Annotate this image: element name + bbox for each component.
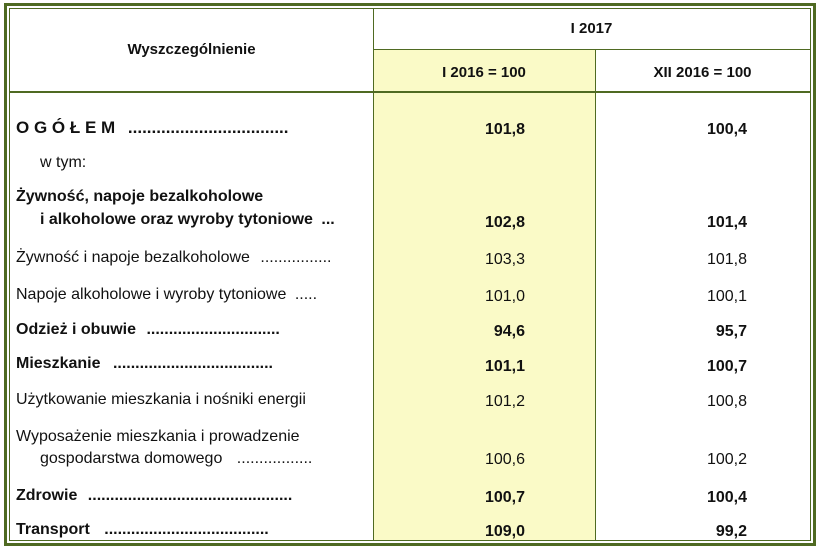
row-label (16, 249, 332, 267)
row-label-text: Wyposażenie mieszkania i prowadzenie (16, 428, 300, 445)
row-value-1: 100,7 (484, 489, 525, 506)
header-period: I 2017 (570, 20, 613, 37)
row-value-1: 100,6 (484, 451, 525, 468)
row-label (16, 487, 292, 505)
row-value-1: 109,0 (484, 523, 525, 540)
row-label (40, 450, 312, 468)
row-label-text: Transport (16, 521, 90, 538)
table-frame (4, 3, 816, 546)
row-leader-dots: .................................. (127, 118, 289, 137)
row-leader-dots: .................................... (112, 355, 273, 372)
row-label-text: Zdrowie (16, 487, 78, 504)
row-label (16, 355, 273, 373)
row-label-text: Użytkowanie mieszkania i nośniki energii (16, 391, 306, 408)
divider-period-row (373, 49, 810, 50)
row-leader-dots: ..... (294, 286, 318, 303)
row-label-text: Żywność, napoje bezalkoholowe (16, 188, 264, 205)
header-left-title: Wyszczególnienie (127, 41, 256, 58)
row-label (16, 521, 269, 539)
row-value-1: 101,1 (484, 358, 525, 375)
row-value-2: 100,4 (706, 121, 747, 138)
row-label-text: Żywność i napoje bezalkoholowe (16, 249, 250, 266)
row-value-1: 101,8 (484, 121, 525, 138)
row-leader-dots: ..................................... (104, 521, 269, 538)
table (9, 8, 811, 541)
row-label-text: gospodarstwa domowego (40, 450, 223, 467)
row-value-1: 102,8 (484, 214, 525, 231)
row-leader-dots: .............................. (146, 321, 280, 338)
row-label (40, 211, 335, 229)
row-value-2: 100,8 (706, 393, 747, 410)
row-leader-dots: ................ (260, 249, 332, 266)
row-leader-dots: .............................................. (87, 487, 293, 504)
divider-header (10, 91, 810, 93)
row-label (16, 286, 317, 304)
row-value-2: 101,4 (706, 214, 747, 231)
row-value-2: 100,4 (706, 489, 747, 506)
row-value-1: 101,2 (484, 393, 525, 410)
row-label-text: O G Ó Ł E M (16, 118, 116, 137)
row-label-text: Odzież i obuwie (16, 321, 137, 338)
row-value-1: 94,6 (493, 323, 525, 340)
row-leader-dots: ................. (236, 450, 313, 467)
row-label (16, 118, 289, 138)
row-label-text: Mieszkanie (16, 355, 101, 372)
row-label-text: i alkoholowe oraz wyroby tytoniowe (40, 211, 313, 228)
row-label (16, 321, 280, 339)
row-leader-dots: ... (321, 211, 335, 228)
row-label-text: Napoje alkoholowe i wyroby tytoniowe (16, 286, 287, 303)
row-value-2: 100,1 (706, 288, 747, 305)
row-value-2: 99,2 (715, 523, 747, 540)
row-value-2: 101,8 (706, 251, 747, 268)
row-value-2: 95,7 (715, 323, 747, 340)
row-value-2: 100,7 (706, 358, 747, 375)
row-label-text: w tym: (40, 154, 87, 171)
row-value-1: 103,3 (484, 251, 525, 268)
header-col-1: I 2016 = 100 (442, 64, 526, 81)
header-col-2: XII 2016 = 100 (653, 64, 752, 81)
row-value-1: 101,0 (484, 288, 525, 305)
row-value-2: 100,2 (706, 451, 747, 468)
